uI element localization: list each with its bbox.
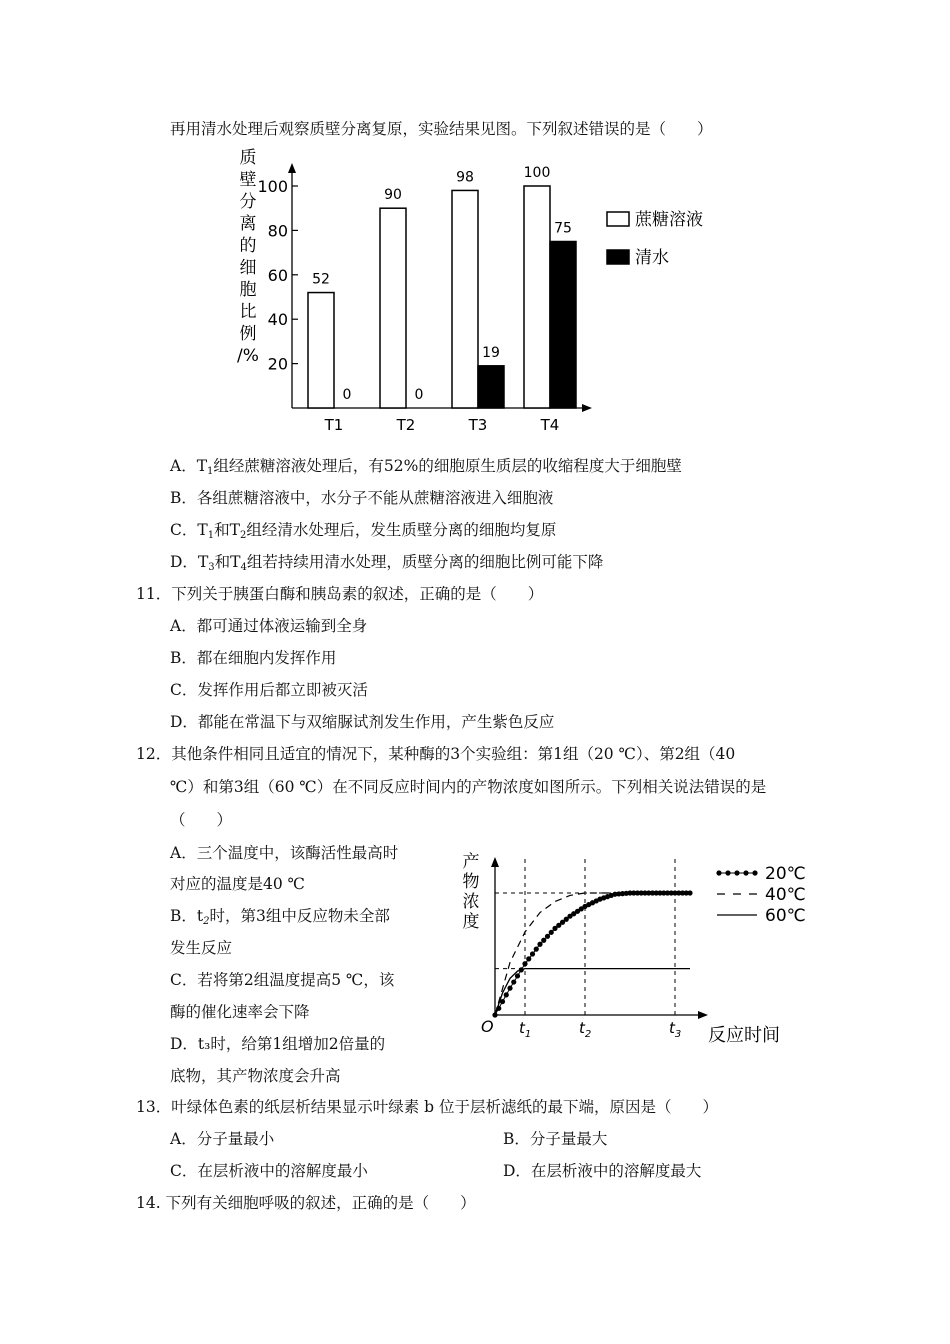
q11-option-b: B．都在细胞内发挥作用: [170, 649, 337, 667]
q12-option-a-line2: 对应的温度是40 ℃: [170, 875, 305, 893]
chart2-point-20-9: [526, 956, 531, 961]
chart1-x-arrow: [582, 404, 592, 412]
chart2-legend-dot-2: [734, 870, 739, 875]
chart2-line-60: [495, 969, 690, 1015]
chart1-bar-T1-s0: [308, 293, 334, 408]
chart2-ylabel: [463, 852, 480, 932]
q10-option-a: A．$T_1$组经蔗糖溶液处理后，有52%的细胞原生质层的收缩程度大于细胞壁: [170, 457, 682, 477]
q13-option-b: B．分子量最大: [503, 1130, 608, 1148]
chart1-ylabel-char-6: 胞: [239, 280, 257, 300]
q12-option-b-line2: 发生反应: [170, 939, 233, 957]
chart1-ylabel-char-3: 离: [239, 214, 257, 234]
chart1-xticks: [324, 416, 560, 434]
bar-chart: [230, 143, 710, 438]
chart2-point-20-12: [537, 942, 542, 947]
chart1-bar-T2-s0: [380, 208, 406, 408]
chart2-point-20-11: [534, 947, 539, 952]
chart2-point-20-6: [515, 973, 520, 978]
q12-stem-line2: ℃）和第3组（60 ℃）在不同反应时间内的产物浓度如图所示。下列相关说法错误的是: [170, 778, 767, 796]
chart1-bar-T3-s0: [452, 190, 478, 408]
q10-option-c: C．$T_1$和$T_2$组经清水处理后，发生质壁分离的细胞均复原: [170, 521, 557, 541]
chart2-xtick-1: $t_2$: [579, 1019, 592, 1040]
chart1-ylabel-char-2: 分: [239, 192, 257, 212]
q12-stem-line1: 12．其他条件相同且适宜的情况下，某种酶的3个实验组：第1组（20 ℃）、第2组（40: [136, 745, 736, 763]
chart1-bars: [308, 165, 576, 408]
chart1-legend-swatch-1: [607, 250, 629, 264]
chart1-bar-label-T3-s0: 98: [456, 169, 474, 186]
chart2-legend-label-0: 20℃: [765, 864, 806, 884]
chart1-bar-label-T1-s1: 0: [342, 387, 352, 403]
chart2-ylabel-char-2: 浓: [462, 892, 480, 912]
intro-line: 再用清水处理后观察质壁分离复原，实验结果见图。下列叙述错误的是（ ）: [170, 120, 713, 138]
chart1-bar-T3-s1: [478, 366, 504, 408]
chart2-legend-dot-4: [752, 870, 757, 875]
q12-stem-line3: （ ）: [170, 811, 233, 829]
chart1-bar-label-T1-s0: 52: [312, 271, 330, 288]
chart1-xtick-T4: T4: [540, 416, 560, 434]
chart2-legend-label-2: 60℃: [765, 906, 806, 926]
chart1-ylabel-char-5: 细: [239, 258, 257, 278]
line-chart: [455, 845, 825, 1055]
chart2-guides: [495, 859, 675, 1015]
chart2-ylabel-char-3: 度: [462, 912, 480, 932]
chart1-bar-label-T3-s1: 19: [482, 344, 500, 361]
q12-option-d-line1: D．t₃时，给第1组增加2倍量的: [170, 1035, 386, 1053]
chart1-legend-label-1: 清水: [635, 248, 669, 268]
chart2-ticks: [519, 1019, 681, 1040]
chart1-bar-label-T4-s0: 100: [523, 165, 551, 181]
q12-option-a-line1: A．三个温度中，该酶活性最高时: [170, 844, 399, 862]
q11-option-d: D．都能在常温下与双缩脲试剂发生作用，产生紫色反应: [170, 713, 555, 731]
q13-option-c: C．在层析液中的溶解度最小: [170, 1162, 368, 1180]
chart2-legend-dot-3: [743, 870, 748, 875]
chart2-xtick-0: $t_1$: [519, 1019, 532, 1040]
chart1-ytick-label-4: 20: [267, 354, 288, 374]
chart1-legend-label-0: 蔗糖溶液: [635, 210, 703, 230]
chart1-ylabel: [237, 148, 259, 366]
chart2-line-20: [495, 893, 690, 1015]
q12-option-b-line1: B．$t_2$时，第3组中反应物未全部: [170, 907, 390, 927]
chart2-point-20-10: [530, 951, 535, 956]
chart1-ytick-label-2: 60: [267, 265, 288, 285]
chart1-bar-label-T2-s0: 90: [384, 187, 402, 204]
chart1-ylabel-char-7: 比: [239, 302, 257, 322]
chart2-xtick-2: $t_3$: [669, 1019, 682, 1040]
chart2-point-20-15: [549, 930, 554, 935]
chart2-series: [492, 890, 692, 1017]
chart1-ylabel-char-1: 壁: [239, 170, 257, 190]
chart2-point-20-52: [687, 890, 692, 895]
chart1-bar-T4-s0: [524, 186, 550, 408]
chart1-legend-swatch-0: [607, 212, 629, 226]
chart2-legend: [716, 864, 805, 926]
chart1-xtick-T2: T2: [396, 416, 416, 434]
chart2-point-20-4: [507, 986, 512, 991]
chart2-ylabel-char-0: 产: [462, 852, 480, 872]
chart2-x-arrow: [698, 1011, 708, 1019]
chart2-line-40: [495, 893, 630, 1015]
chart2-legend-label-1: 40℃: [765, 885, 806, 905]
chart2-point-20-3: [504, 992, 509, 997]
chart1-ylabel-char-8: 例: [239, 324, 257, 344]
chart1-legend: [607, 210, 703, 268]
q12-option-c-line2: 酶的催化速率会下降: [170, 1003, 310, 1021]
q12-option-d-line2: 底物，其产物浓度会升高: [170, 1067, 341, 1085]
chart2-point-20-5: [511, 979, 516, 984]
chart2-xlabel: 反应时间: [708, 1025, 780, 1046]
chart1-bar-label-T4-s1: 75: [554, 220, 572, 237]
chart1-ylabel-char-0: 质: [239, 148, 257, 168]
chart2-legend-dot-0: [716, 870, 721, 875]
q13-option-a: A．分子量最小: [170, 1130, 275, 1148]
q11-stem: 11．下列关于胰蛋白酶和胰岛素的叙述，正确的是（ ）: [136, 585, 544, 603]
q12-option-c-line1: C．若将第2组温度提高5 ℃，该: [170, 971, 395, 989]
chart1-ytick-label-1: 80: [267, 221, 288, 241]
chart2-point-20-13: [541, 938, 546, 943]
chart2-point-20-14: [545, 934, 550, 939]
chart2-origin: O: [481, 1017, 494, 1036]
chart1-bar-T4-s1: [550, 242, 576, 409]
chart2-point-20-8: [522, 961, 527, 966]
chart1-ylabel-char-9: /%: [237, 346, 259, 366]
q13-stem: 13．叶绿体色素的纸层析结果显示叶绿素 b 位于层析滤纸的最下端，原因是（ ）: [136, 1098, 719, 1116]
chart2-point-20-2: [500, 999, 505, 1004]
chart1-ytick-label-3: 40: [267, 310, 288, 330]
chart2-axes: [481, 857, 780, 1046]
chart2-point-20-7: [519, 967, 524, 972]
chart2-y-arrow: [491, 857, 499, 867]
chart1-xtick-T3: T3: [468, 416, 488, 434]
q14-stem: 14. 下列有关细胞呼吸的叙述，正确的是（ ）: [136, 1194, 476, 1212]
chart1-bar-label-T2-s1: 0: [414, 387, 424, 403]
chart1-y-arrow: [288, 163, 296, 173]
chart1-ylabel-char-4: 的: [239, 236, 257, 256]
chart2-ylabel-char-1: 物: [462, 872, 480, 892]
chart2-legend-dot-1: [725, 870, 730, 875]
q11-option-a: A．都可通过体液运输到全身: [170, 617, 368, 635]
q13-option-d: D．在层析液中的溶解度最大: [503, 1162, 702, 1180]
chart2-point-20-1: [496, 1006, 501, 1011]
chart1-xtick-T1: T1: [324, 416, 344, 434]
q10-option-d: D．$T_3$和$T_4$组若持续用清水处理，质壁分离的细胞比例可能下降: [170, 553, 604, 573]
q11-option-c: C．发挥作用后都立即被灭活: [170, 681, 368, 699]
q10-option-b: B．各组蔗糖溶液中，水分子不能从蔗糖溶液进入细胞液: [170, 489, 554, 507]
chart1-ytick-label-0: 100: [257, 177, 288, 196]
